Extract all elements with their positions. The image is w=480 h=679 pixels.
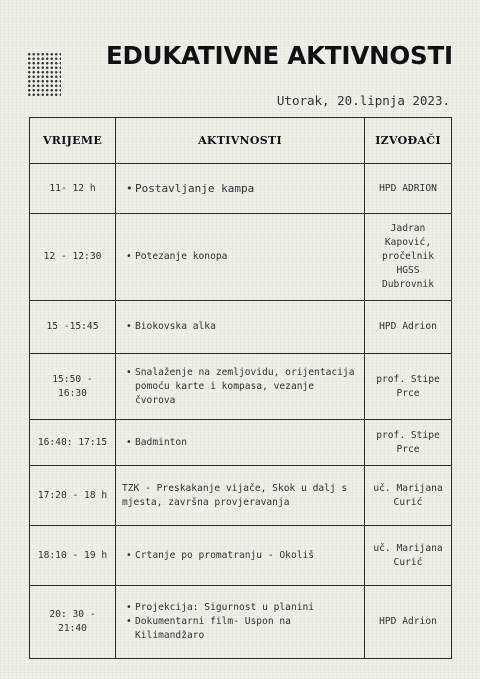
- row-performer: HPD Adrion: [365, 586, 452, 659]
- row-activity: [116, 466, 365, 526]
- row-performer: prof. Stipe Prce: [365, 420, 452, 466]
- header-time: VRIJEME: [30, 118, 116, 164]
- activity-item: • Projekcija: Sigurnost u planini: [126, 601, 356, 615]
- row-performer: uč. Marijana Curić: [365, 526, 452, 586]
- row-time: 15 -15:45: [30, 301, 116, 354]
- decorative-dot-pattern: [27, 52, 61, 98]
- row-performer: Jadran Kapović, pročelnik HGSS Dubrovnik: [365, 214, 452, 301]
- row-activity: [116, 420, 365, 466]
- row-time: 20: 30 - 21:40: [30, 586, 116, 659]
- table-row: [30, 420, 452, 466]
- row-time: 16:40: 17:15: [30, 420, 116, 466]
- header-performer: IZVOĐAČI: [365, 118, 452, 164]
- activity-item: • Postavljanje kampa: [126, 182, 356, 196]
- activity-item: • Dokumentarni film- Uspon na Kilimandžaro: [126, 615, 356, 643]
- table-row: [30, 526, 452, 586]
- row-time: 11- 12 h: [30, 164, 116, 214]
- schedule-table: [29, 117, 452, 659]
- row-time: 15:50 - 16:30: [30, 354, 116, 420]
- header-activity: AKTIVNOSTI: [116, 118, 365, 164]
- row-performer: prof. Stipe Prce: [365, 354, 452, 420]
- activity-item: • Biokovska alka: [126, 320, 356, 334]
- table-header-row: [30, 118, 452, 164]
- table-row: [30, 586, 452, 659]
- activity-item: • Crtanje po promatranju - Okoliš: [126, 549, 356, 563]
- row-activity: [116, 586, 365, 659]
- row-activity: [116, 301, 365, 354]
- row-performer: HPD Adrion: [365, 301, 452, 354]
- row-activity: [116, 526, 365, 586]
- row-performer: HPD ADRION: [365, 164, 452, 214]
- table-row: [30, 301, 452, 354]
- activity-item: • Badminton: [126, 436, 356, 450]
- table-row: [30, 466, 452, 526]
- table-row: [30, 164, 452, 214]
- row-time: 18:10 - 19 h: [30, 526, 116, 586]
- row-performer: uč. Marijana Curić: [365, 466, 452, 526]
- activity-item: • Potezanje konopa: [126, 250, 356, 264]
- activity-item: • Snalaženje na zemljovidu, orijentacija pomoću karte i kompasa, vezanje čvorova: [126, 366, 356, 408]
- row-activity: [116, 214, 365, 301]
- row-time: 17:20 - 18 h: [30, 466, 116, 526]
- event-date: Utorak, 20.lipnja 2023.: [276, 93, 450, 108]
- table-row: [30, 354, 452, 420]
- table-row: [30, 214, 452, 301]
- activity-text: TZK - Preskakanje vijače, Skok u dalj s mjesta, završna provjeravanja: [122, 482, 348, 508]
- page-title: EDUKATIVNE AKTIVNOSTI: [106, 41, 453, 70]
- row-activity: [116, 354, 365, 420]
- row-time: 12 - 12:30: [30, 214, 116, 301]
- row-activity: [116, 164, 365, 214]
